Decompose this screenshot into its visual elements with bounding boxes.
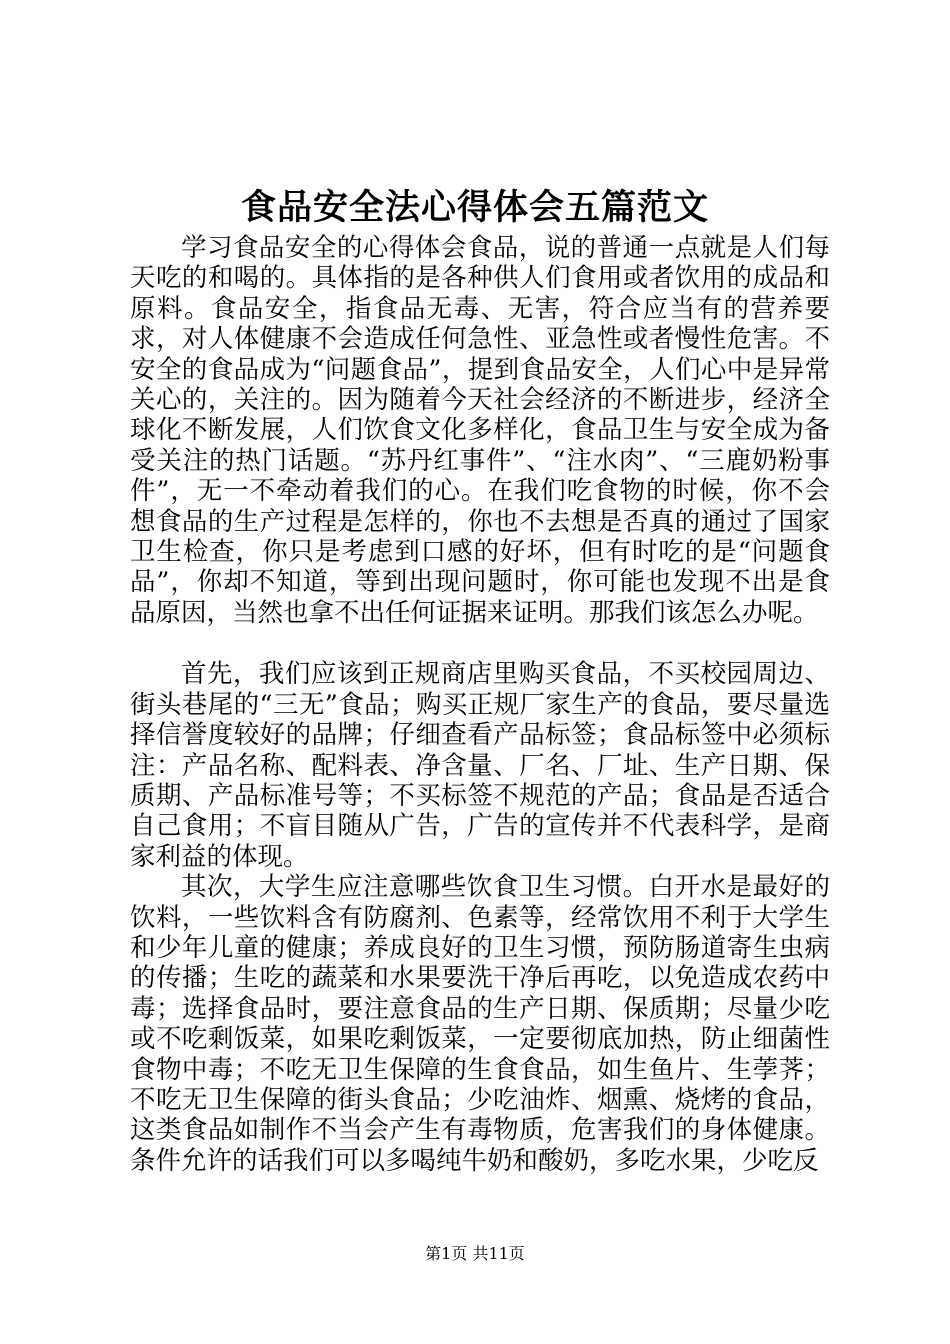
document-body [130,233,830,1176]
document-title: 食品安全法心得体会五篇范文 [240,187,709,228]
paragraph-second: 其次，大学生应注意哪些饮食卫生习惯。白开水是最好的饮料，一些饮料含有防腐剂、色素等，经常饮用不利于大学生和少年儿童的健康；养成良好的卫生习惯，预防肠道寄生虫病的传播；生吃的蔬菜和水果要洗干净后再吃，以免造成农药中毒；选择食品时，要注意食品的生产日期、保质期；尽量少吃或不吃剩饭菜，如果吃剩饭菜，一定要彻底加热，防止细菌性食物中毒；不吃无卫生保障的生食食品，如生鱼片、生荸荠；不吃无卫生保障的街头食品；少吃油炸、烟熏、烧烤的食品，这类食品如制作不当会产生有毒物质，危害我们的身体健康。条件允许的话我们可以多喝纯牛奶和酸奶，多吃水果，少吃反 [130,872,830,1176]
paragraph-first: 首先，我们应该到正规商店里购买食品，不买校园周边、街头巷尾的“三无”食品；购买正规厂家生产的食品，要尽量选择信誉度较好的品牌；仔细查看产品标签；食品标签中必须标注：产品名称、配料表、净含量、厂名、厂址、生产日期、保质期、产品标准号等；不买标签不规范的产品；食品是否适合自己食用；不盲目随从广告，广告的宣传并不代表科学，是商家利益的体现。 [130,659,830,872]
paragraph-intro: 学习食品安全的心得体会食品，说的普通一点就是人们每天吃的和喝的。具体指的是各种供人们食用或者饮用的成品和原料。食品安全，指食品无毒、无害，符合应当有的营养要求，对人体健康不会造成任何急性、亚急性或者慢性危害。不安全的食品成为“问题食品”，提到食品安全，人们心中是异常关心的，关注的。因为随着今天社会经济的不断进步，经济全球化不断发展，人们饮食文化多样化，食品卫生与安全成为备受关注的热门话题。“苏丹红事件”、“注水肉”、“三鹿奶粉事件”，无一不牵动着我们的心。在我们吃食物的时候，你不会想食品的生产过程是怎样的，你也不去想是否真的通过了国家卫生检查，你只是考虑到口感的好坏，但有时吃的是“问题食品”，你却不知道，等到出现问题时，你可能也发现不出是食品原因，当然也拿不出任何证据来证明。那我们该怎么办呢。 [130,233,830,628]
page-number-footer: 第1页 共11页 [425,1244,525,1263]
